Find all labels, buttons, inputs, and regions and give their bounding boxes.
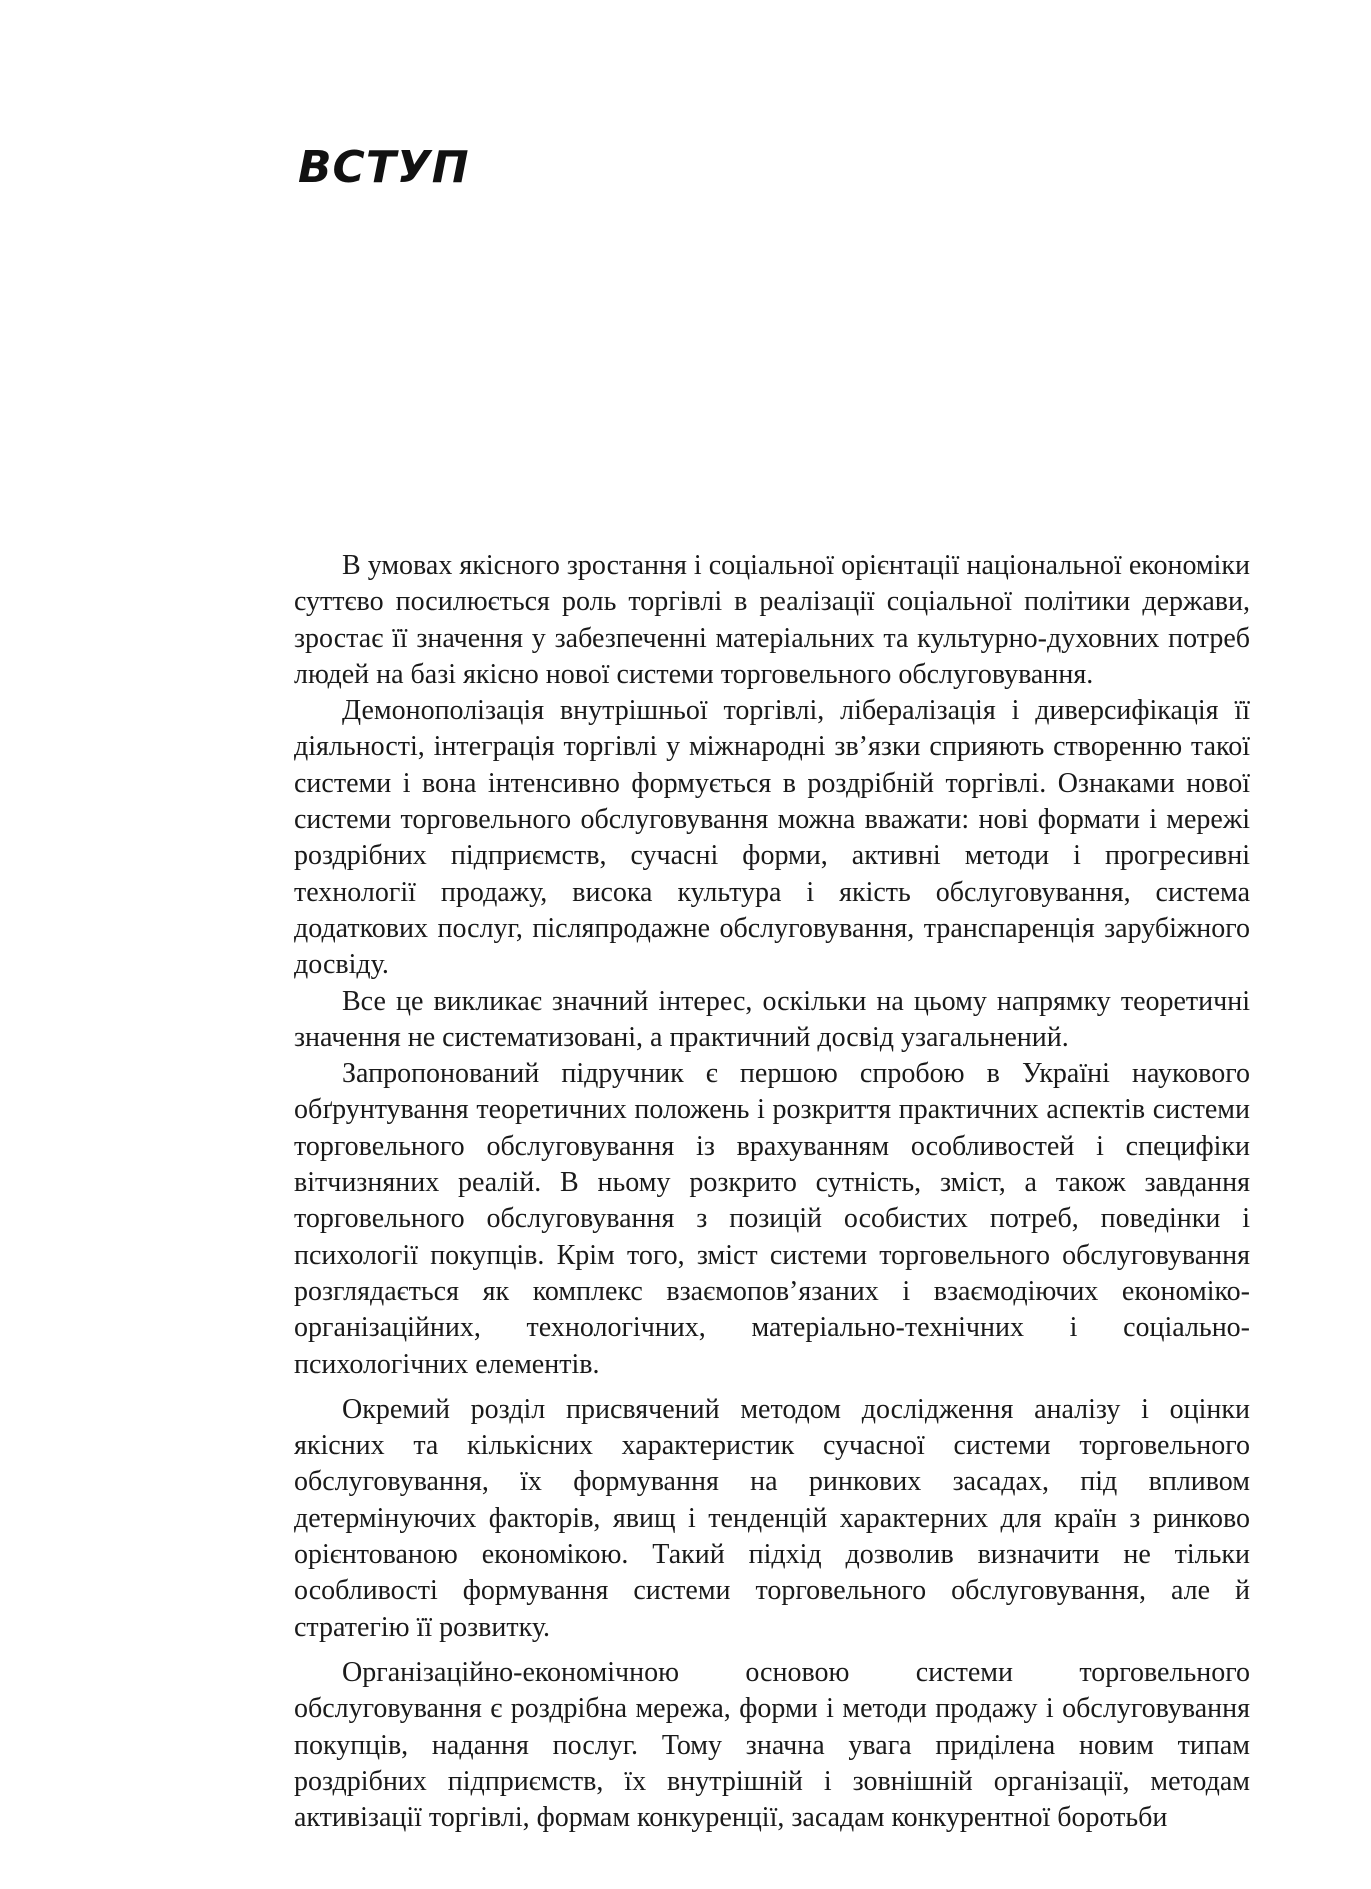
paragraph: Організаційно-економічною основою системи торговельного обслуговування є роздрібна мережа, форми і методи продажу і обслуговування покупців, надання послуг. Тому значна увага приділена новим типам роздрібних підприємств, їх внутрішній і зовнішній організації, методам активізації торгівлі, формам конкуренції, засадам конкурентної боротьби — [294, 1656, 1250, 1834]
paragraph: Запропонований підручник є першою спробою в Україні наукового обґрунтування теоретичних положень і розкриття практичних аспектів системи торговельного обслуговування із врахуванням особливостей і специфіки вітчизняних реалій. В ньому розкрито сутність, зміст, а також завдання торговельного обслуговування з позицій особистих потреб, поведінки і психології покупців. Крім того, зміст системи торговельного обслуговування розглядається як комплекс взаємопов’язаних і взаємодіючих економіко-організаційних, технологічних, матеріально-технічних і соціально-психологічних елементів. — [294, 1058, 1250, 1380]
body-text — [294, 548, 1250, 1836]
paragraph: В умовах якісного зростання і соціальної орієнтації національної економіки суттєво посилюється роль торгівлі в реалізації соціальної політики держави, зростає її значення у забезпеченні матеріальних та культурно-духовних потреб людей на базі якісно нової системи торговельного обслуговування. — [294, 550, 1250, 690]
paragraph: Окремий розділ присвячений методом дослідження аналізу і оцінки якісних та кількісних характеристик сучасної системи торговельного обслуговування, їх формування на ринкових засадах, під впливом детермінуючих факторів, явищ і тенденцій характерних для країн з ринково орієнтованою економікою. Такий підхід дозволив визначити не тільки особливості формування системи торговельного обслуговування, але й стратегію її розвитку. — [294, 1393, 1250, 1643]
page-title: ВСТУП — [298, 142, 470, 193]
paragraph: Демонополізація внутрішньої торгівлі, лібералізація і диверсифікація її діяльності, інтеграція торгівлі у міжнародні зв’язки сприяють створенню такої системи і вона інтенсивно формується в роздрібній торгівлі. Ознаками нової системи торговельного обслуговування можна вважати: нові формати і мережі роздрібних підприємств, сучасні форми, активні методи і прогресивні технології продажу, висока культура і якість обслуговування, система додаткових послуг, післяпродажне обслуговування, транспаренція зарубіжного досвіду. — [294, 695, 1250, 981]
paragraph: Все це викликає значний інтерес, оскільки на цьому напрямку теоретичні значення не систематизовані, а практичний досвід узагальнений. — [294, 985, 1250, 1053]
